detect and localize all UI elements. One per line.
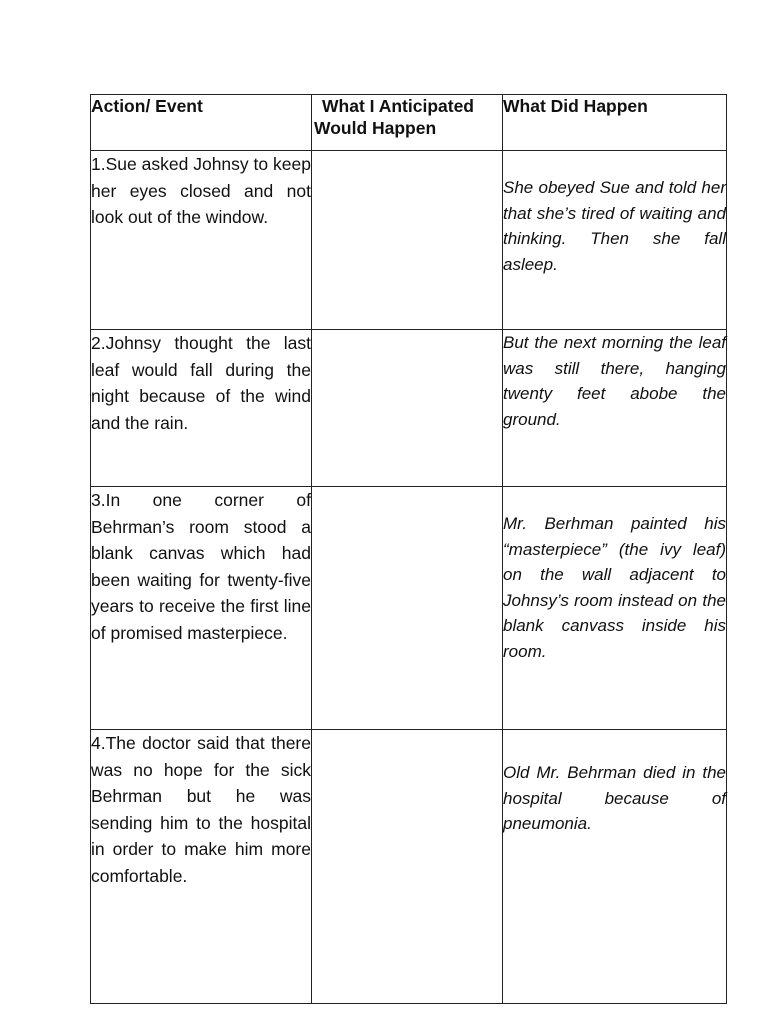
- happened-cell: [503, 487, 727, 730]
- event-text: 3.In one corner of Behrman’s room stood a blank canvas which had been waiting for twenty-five years to receive the first line of promised masterpiece.: [91, 490, 311, 643]
- event-cell: [91, 151, 312, 330]
- action-event-table: [90, 94, 727, 1004]
- header-action-event-label: Action/ Event: [91, 96, 203, 116]
- table-row: [91, 730, 727, 1004]
- event-cell: [91, 330, 312, 487]
- happened-cell: [503, 151, 727, 330]
- header-what-did-happen-label: What Did Happen: [503, 96, 648, 116]
- anticipated-cell[interactable]: [312, 487, 503, 730]
- event-text: 4.The doctor said that there was no hope for the sick Behrman but he was sending him to the hospital in order to make him more comfortable.: [91, 733, 311, 886]
- table-row: [91, 487, 727, 730]
- header-what-did-happen: [503, 95, 727, 151]
- happened-text: She obeyed Sue and told her that she’s tired of waiting and thinking. Then she fall asleep.: [503, 178, 726, 274]
- event-cell: [91, 487, 312, 730]
- header-anticipated-line1: What I Anticipated: [322, 96, 474, 116]
- event-text: 1.Sue asked Johnsy to keep her eyes closed and not look out of the window.: [91, 154, 311, 228]
- anticipated-cell[interactable]: [312, 330, 503, 487]
- happened-text: But the next morning the leaf was still there, hanging twenty feet abobe the ground.: [503, 333, 726, 429]
- happened-cell: [503, 330, 727, 487]
- anticipated-cell[interactable]: [312, 730, 503, 1004]
- happened-text: Old Mr. Behrman died in the hospital because of pneumonia.: [503, 763, 726, 834]
- event-cell: [91, 730, 312, 1004]
- header-row: [91, 95, 727, 151]
- header-anticipated-line2: Would Happen: [314, 118, 437, 138]
- happened-text: Mr. Berhman painted his “masterpiece” (the ivy leaf) on the wall adjacent to Johnsy’s room instead on the blank canvass inside his room.: [503, 514, 726, 661]
- header-anticipated: [312, 95, 503, 151]
- event-text: 2.Johnsy thought the last leaf would fall during the night because of the wind and the rain.: [91, 333, 311, 433]
- happened-cell: [503, 730, 727, 1004]
- table-row: [91, 151, 727, 330]
- header-action-event: [91, 95, 312, 151]
- anticipated-cell[interactable]: [312, 151, 503, 330]
- table-row: [91, 330, 727, 487]
